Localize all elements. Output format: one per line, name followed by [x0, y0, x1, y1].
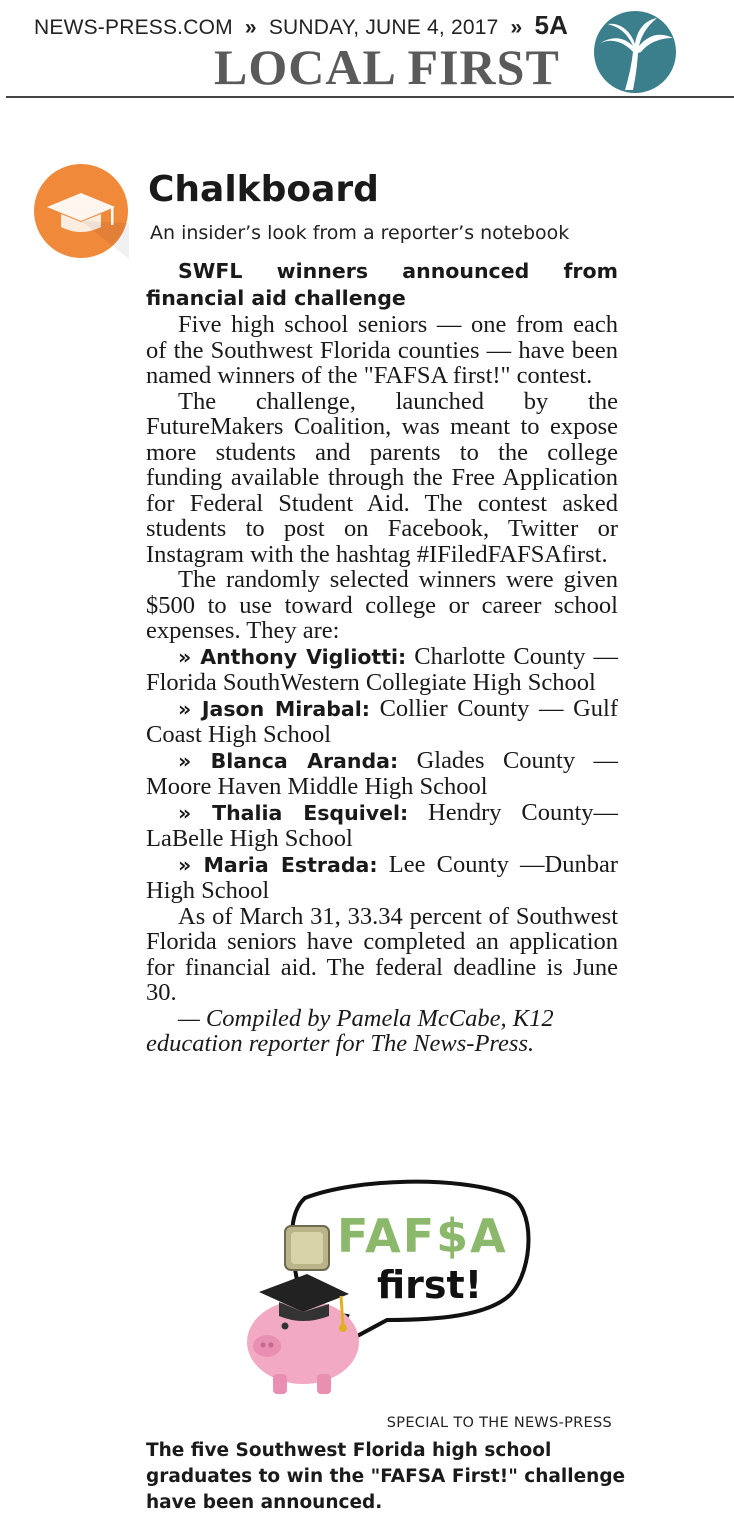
masthead-line [34, 10, 568, 41]
winner-detail: Charlotte County — Florida SouthWestern Collegiate High School [146, 642, 618, 696]
fafsa-word: FAF$A [337, 1209, 508, 1263]
winner-item [146, 644, 618, 696]
section-title: LOCAL FIRST [214, 39, 560, 95]
winner-detail: Glades County — Moore Haven Middle High School [146, 746, 618, 800]
graduation-cap-icon [33, 163, 129, 259]
column-title: Chalkboard [148, 169, 379, 210]
site-name: NEWS-PRESS.COM [34, 16, 233, 39]
article-paragraph: Five high school seniors — one from each of the Southwest Florida counties — have been named winners of the "FAFSA first!" contest. [146, 311, 618, 389]
winner-item [146, 852, 618, 904]
winner-detail: Collier County — Gulf Coast High School [146, 694, 619, 748]
fafsa-first-illustration [207, 1170, 547, 1404]
article-credit: — Compiled by Pamela McCabe, K12 education reporter for The News-Press. [146, 1004, 554, 1057]
column-tagline: An insider’s look from a reporter’s notebook [150, 222, 570, 244]
article-paragraph: As of March 31, 33.34 percent of Southwest Florida seniors have completed an application for financial aid. The federal deadline is June 30. [146, 902, 618, 1006]
photo-caption: The five Southwest Florida high school graduates to win the "FAFSA First!" challenge have been announced. [146, 1440, 626, 1513]
winner-name: » Jason Mirabal: [178, 696, 370, 721]
winner-name: » Thalia Esquivel: [178, 800, 409, 825]
first-word: first! [377, 1263, 483, 1307]
article-body [146, 258, 618, 1057]
article-paragraph: The randomly selected winners were given $500 to use toward college or career school expenses. They are: [146, 566, 618, 644]
winner-detail: Lee County —Dunbar High School [146, 850, 619, 904]
winner-name: » Blanca Aranda: [178, 748, 399, 773]
issue-date: SUNDAY, JUNE 4, 2017 [268, 16, 499, 39]
winner-item [146, 800, 618, 852]
winner-item [146, 748, 618, 800]
article-paragraph: The challenge, launched by the FutureMakers Coalition, was meant to expose more students and parents to the college funding available through the Free Application for Federal Student Aid. The contest asked students to post on Facebook, Twitter or Instagram with the hashtag #IFiledFAFSAfirst. [146, 387, 618, 568]
winner-item [146, 696, 618, 748]
winner-name: » Maria Estrada: [178, 852, 378, 877]
article-headline: SWFL winners announced from financial aid challenge [146, 259, 618, 310]
winner-detail: Hendry County—LaBelle High School [146, 798, 618, 852]
separator: » [510, 16, 523, 39]
photo-credit: SPECIAL TO THE NEWS-PRESS [386, 1415, 612, 1431]
separator: » [244, 16, 257, 39]
palm-tree-logo-icon [593, 10, 677, 94]
page-number: 5A [534, 10, 569, 40]
header-rule [6, 96, 734, 98]
winner-name: » Anthony Vigliotti: [178, 644, 407, 669]
